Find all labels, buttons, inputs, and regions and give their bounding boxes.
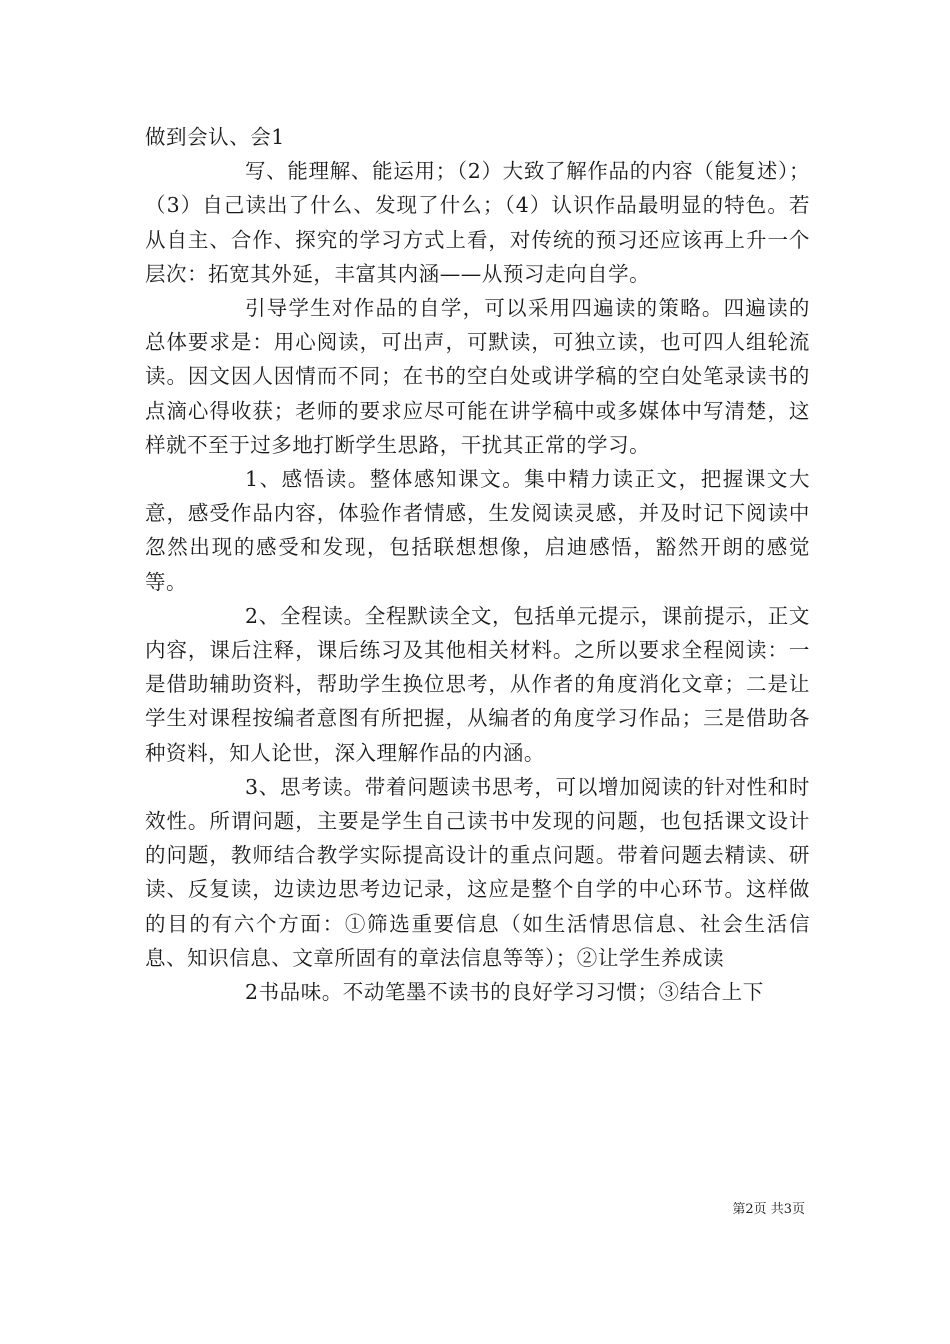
paragraph-reflective-reading: 3、思考读。带着问题读书思考，可以增加阅读的针对性和时效性。所谓问题，主要是学生自己读书中发现的问题，也包括课文设计的问题，教师结合教学实际提高设计的重点问题。带着问题去精读、研读、反复读，边读边思考边记录，这应是整个自学的中心环节。这样做的目的有六个方面：①筛选重要信息（如生活情思信息、社会生活信息、知识信息、文章所固有的章法信息等等）；②让学生养成读 (145, 774, 810, 970)
paragraph-preview-goals: 写、能理解、能运用；（2）大致了解作品的内容（能复述）；（3）自己读出了什么、发现了什么；（4）认识作品最明显的特色。若从自主、合作、探究的学习方式上看，对传统的预习还应该再上升一个层次：拓宽其外延，丰富其内涵——从预习走向自学。 (145, 159, 810, 286)
paragraph-perceptive-reading: 1、感悟读。整体感知课文。集中精力读正文，把握课文大意，感受作品内容，体验作者情感，生发阅读灵感，并及时记下阅读中忽然出现的感受和发现，包括联想想像，启迪感悟，豁然开朗的感觉等。 (145, 467, 810, 594)
paragraph-full-reading: 2、全程读。全程默读全文，包括单元提示，课前提示，正文内容，课后注释，课后练习及其他相关材料。之所以要求全程阅读：一是借助辅助资料，帮助学生换位思考，从作者的角度消化文章；二是让学生对课程按编者意图有所把握，从编者的角度学习作品；三是借助各种资料，知人论世，深入理解作品的内涵。 (145, 603, 810, 765)
paragraph-fragment: 2书品味。不动笔墨不读书的良好学习习惯；③结合上下 (245, 980, 764, 1005)
document-body (145, 120, 810, 1009)
paragraph-continuation: 做到会认、会1 (145, 125, 285, 149)
paragraph-four-reading-strategy: 引导学生对作品的自学，可以采用四遍读的策略。四遍读的总体要求是：用心阅读，可出声，可默读，可独立读，也可四人组轮流读。因文因人因情而不同；在书的空白处或讲学稿的空白处笔录读书的点滴心得收获；老师的要求应尽可能在讲学稿中或多媒体中写清楚，这样就不至于过多地打断学生思路，干扰其正常的学习。 (145, 296, 810, 457)
page-number: 第2页 共3页 (732, 1202, 805, 1217)
